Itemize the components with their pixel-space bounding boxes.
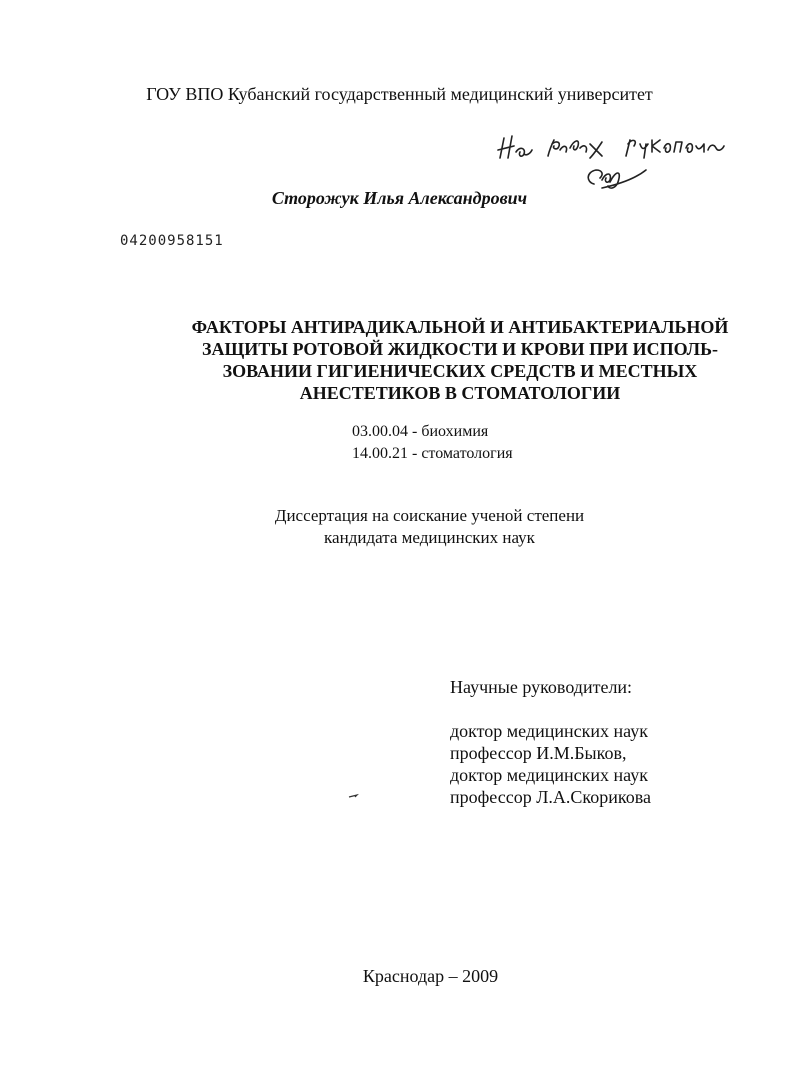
specialty-codes (352, 421, 513, 465)
supervisor-line: доктор медицинских наук (450, 721, 648, 741)
dissertation-title (140, 316, 780, 404)
institution-name: ГОУ ВПО Кубанский государственный медицинский университет (146, 84, 653, 104)
degree-statement (0, 505, 799, 549)
title-line: ФАКТОРЫ АНТИРАДИКАЛЬНОЙ И АНТИБАКТЕРИАЛЬНОЙ (191, 317, 729, 337)
supervisors-heading: Научные руководители: (450, 677, 633, 697)
specialty-line: 03.00.04 - биохимия (352, 423, 489, 440)
supervisor-line: доктор медицинских наук (450, 765, 648, 785)
document-code: 04200958151 (120, 233, 224, 249)
place-and-year: Краснодар – 2009 (362, 966, 499, 986)
supervisor-line: профессор Л.А.Скорикова (450, 787, 651, 807)
author-name: Сторожук Илья Александрович (271, 188, 528, 208)
supervisors-block (450, 676, 651, 808)
handwritten-annotation (490, 126, 740, 196)
title-line: ЗОВАНИИ ГИГИЕНИЧЕСКИХ СРЕДСТВ И МЕСТНЫХ (222, 361, 698, 381)
specialty-line: 14.00.21 - стоматология (352, 445, 513, 462)
degree-line: Диссертация на соискание ученой степени (274, 506, 585, 525)
title-line: АНЕСТЕТИКОВ В СТОМАТОЛОГИИ (299, 383, 621, 403)
stray-mark (348, 793, 360, 799)
degree-line: кандидата медицинских наук (324, 528, 535, 547)
supervisor-line: профессор И.М.Быков, (450, 743, 627, 763)
title-line: ЗАЩИТЫ РОТОВОЙ ЖИДКОСТИ И КРОВИ ПРИ ИСПОЛЬ- (202, 339, 718, 359)
